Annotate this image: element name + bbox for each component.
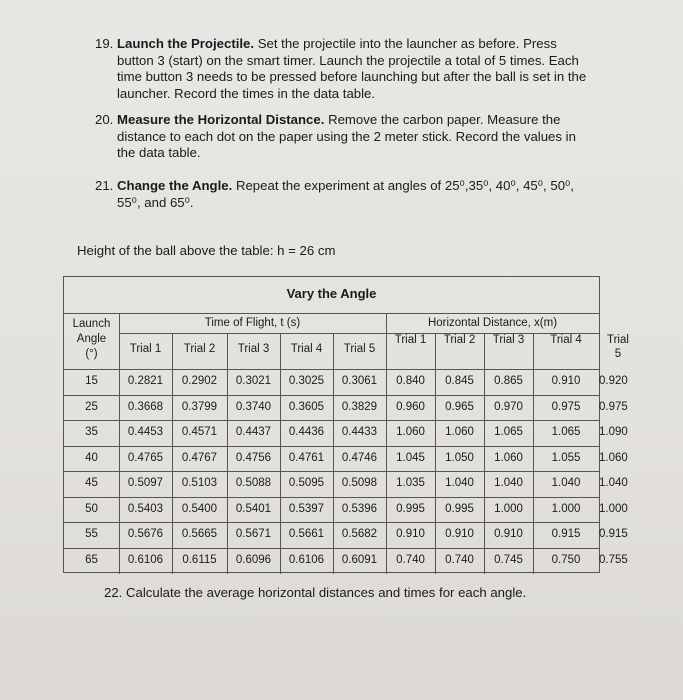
time-cell: 0.4436 [288,426,325,438]
distance-cell: 0.840 [396,375,425,387]
angle-cell: 45 [85,477,98,489]
step-number: 20. [95,112,114,127]
time-cell: 0.5095 [288,477,325,489]
distance-col-header: Trial 2 [443,334,476,346]
distance-cell: 1.040 [551,477,581,489]
step-19 [95,36,595,102]
distance-cell: 1.040 [494,477,523,489]
time-cell: 0.3021 [235,375,272,387]
distance-cell: 0.910 [396,528,425,540]
time-cell: 0.2821 [127,375,164,387]
step-title: Launch the Projectile. [117,36,255,51]
distance-cell: 1.045 [396,451,425,464]
grid-line [119,333,599,334]
distance-col-header: Trial 3 [492,334,525,346]
distance-cell: 1.065 [494,426,523,438]
time-cell: 0.3025 [288,375,325,387]
distance-cell: 0.740 [445,553,474,566]
time-cell: 0.4571 [181,426,218,438]
distance-cell: 1.090 [599,426,628,438]
distance-cell: 0.970 [494,400,523,413]
distance-cell: 1.055 [551,451,581,464]
step-number: 19. [95,36,114,51]
angle-cell: 50 [85,502,98,515]
time-cell: 0.6096 [235,553,272,566]
time-cell: 0.4761 [288,451,325,464]
distance-cell: 0.740 [396,553,425,566]
distance-cell: 0.915 [599,528,628,540]
step-text: Set the projectile into the launcher as before. Press button 3 (start) on the smart timer. Launch the projectile a total of 5 times. Each time button 3 needs to be pressed before launching but after the ball is set in the launcher. Record the times in the data table. [117,36,587,101]
distance-col-header: Trial 5 [607,334,629,360]
data-table [63,276,629,573]
distance-cell: 0.975 [599,400,628,413]
time-cell: 0.3829 [341,400,378,413]
time-group-header: Time of Flight, t (s) [204,317,301,329]
distance-cell: 0.745 [494,553,523,566]
distance-cell: 0.960 [396,400,425,413]
time-cell: 0.5103 [181,477,218,489]
distance-cell: 0.995 [396,502,425,515]
time-cell: 0.4433 [341,426,378,438]
step-20 [95,112,595,162]
distance-cell: 0.865 [494,375,523,387]
time-cell: 0.6115 [182,553,217,566]
distance-cell: 0.910 [551,375,581,387]
time-cell: 0.5671 [235,528,272,540]
time-cell: 0.4437 [235,426,272,438]
time-cell: 0.4756 [235,451,272,464]
table-title: Vary the Angle [64,277,599,314]
step-21 [95,178,595,211]
distance-cell: 1.060 [445,426,474,438]
height-note: Height of the ball above the table: h = 26 cm [77,243,336,258]
time-cell: 0.4767 [181,451,218,464]
time-cell: 0.6106 [288,553,325,566]
distance-cell: 1.000 [599,502,628,515]
time-col-header: Trial 4 [290,343,323,355]
time-col-header: Trial 5 [343,343,376,355]
time-cell: 0.3605 [288,400,325,413]
distance-cell: 0.995 [445,502,474,515]
step-22 [104,585,526,600]
time-cell: 0.5403 [127,502,164,515]
step-number: 21. [95,178,114,193]
time-cell: 0.5661 [288,528,325,540]
distance-cell: 1.050 [445,451,474,464]
distance-cell: 1.040 [445,477,474,489]
time-cell: 0.5665 [181,528,218,540]
time-cell: 0.6091 [341,553,378,566]
distance-cell: 0.910 [445,528,474,540]
distance-cell: 0.920 [599,375,628,387]
time-col-header: Trial 3 [237,343,270,355]
time-cell: 0.5088 [235,477,272,489]
time-cell: 0.5682 [341,528,378,540]
time-cell: 0.3740 [235,400,272,413]
distance-cell: 0.910 [494,528,523,540]
time-cell: 0.2902 [181,375,218,387]
time-col-header: Trial 1 [129,343,162,355]
step-number: 22. [104,585,123,600]
time-cell: 0.5400 [181,502,218,515]
angle-header: Launch Angle (°) [72,318,111,360]
distance-cell: 1.060 [494,451,523,464]
step-title: Change the Angle. [117,178,233,193]
distance-cell: 0.755 [599,553,628,566]
distance-cell: 1.000 [494,502,523,515]
distance-group-header: Horizontal Distance, x(m) [427,317,558,329]
time-cell: 0.4746 [341,451,378,464]
distance-cell: 1.040 [599,477,628,489]
angle-cell: 40 [85,451,98,464]
time-cell: 0.5401 [235,502,272,515]
time-cell: 0.6106 [127,553,164,566]
angle-cell: 35 [85,426,98,438]
time-cell: 0.5396 [341,502,378,515]
time-col-header: Trial 2 [183,343,216,355]
step-title: Measure the Horizontal Distance. [117,112,325,127]
distance-cell: 0.845 [445,375,474,387]
time-cell: 0.5097 [127,477,164,489]
distance-cell: 0.915 [551,528,581,540]
step-text: Calculate the average horizontal distances and times for each angle. [126,585,527,600]
time-cell: 0.3668 [127,400,164,413]
step-text: Remove the carbon paper. Measure the distance to each dot on the paper using the 2 meter stick. Record the values in the data table. [117,112,576,160]
time-cell: 0.5098 [341,477,378,489]
distance-col-header: Trial 1 [394,334,427,346]
time-cell: 0.5397 [288,502,325,515]
distance-cell: 1.035 [396,477,425,489]
time-cell: 0.3061 [341,375,378,387]
time-cell: 0.5676 [127,528,164,540]
time-cell: 0.4765 [127,451,164,464]
step-text: Repeat the experiment at angles of 25⁰,35⁰, 40⁰, 45⁰, 50⁰, 55⁰, and 65⁰. [117,178,574,210]
distance-cell: 0.965 [445,400,474,413]
angle-cell: 55 [85,528,98,540]
distance-cell: 0.750 [551,553,581,566]
distance-cell: 1.065 [551,426,581,438]
angle-cell: 65 [85,553,98,566]
distance-col-header: Trial 4 [550,334,582,346]
distance-cell: 1.000 [551,502,581,515]
distance-cell: 0.975 [551,400,581,413]
angle-cell: 15 [85,375,98,387]
angle-cell: 25 [85,400,98,413]
time-cell: 0.4453 [127,426,164,438]
distance-cell: 1.060 [396,426,425,438]
distance-cell: 1.060 [599,451,628,464]
time-cell: 0.3799 [181,400,218,413]
